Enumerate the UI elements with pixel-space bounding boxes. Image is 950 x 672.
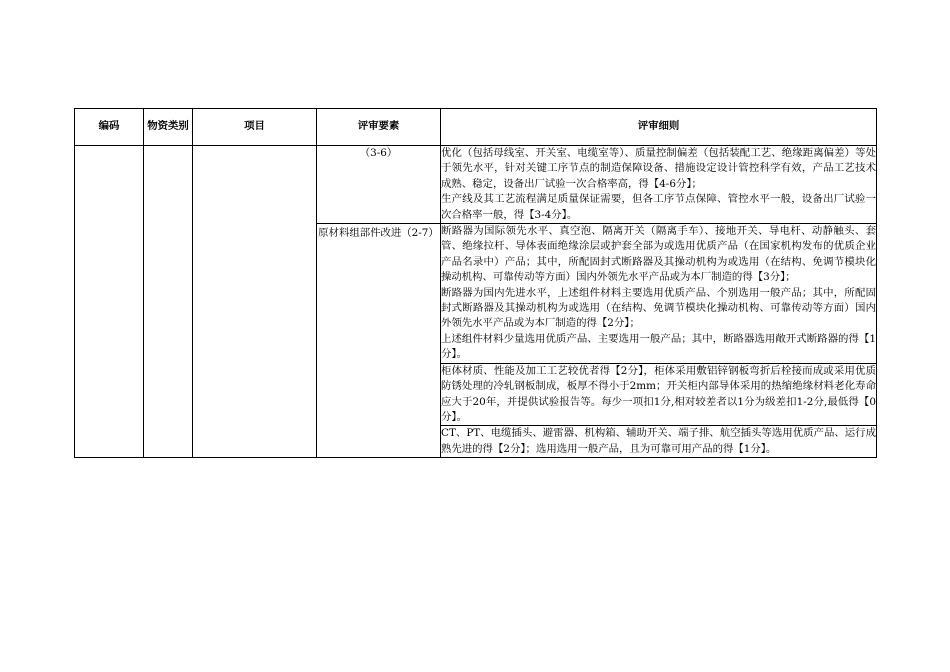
detail-paragraph: 上述组件材料少量选用优质产品、主要选用一般产品；其中，断路器选用敞开式断路器的得【1分】。: [441, 332, 876, 361]
detail-paragraph: 优化（包括母线室、开关室、电缆室等）、质量控制偏差（包括装配工艺、绝缘距离偏差）等处于领先水平，针对关键工序节点的制造保障设备、措施设定设计管控科学有效，产品工艺技术成熟、稳定，设备出厂试验一次合格率高，得【4-6分】；: [441, 147, 876, 190]
detail-paragraph: 柜体材质、性能及加工工艺较优者得【2分】，柜体采用敷铝锌钢板弯折后栓接而成或采用优质防锈处理的冷轧钢板制成，板厚不得小于2mm；开关柜内部导体采用的热缩绝缘材料老化寿命应大于20年，并提供试验报告等。每少一项扣1分,相对较差者以1分为级差扣1-2分,最低得【0分】。: [441, 364, 876, 423]
detail-cell: [441, 426, 877, 458]
detail-cell: [441, 363, 877, 426]
header-item: 项目: [193, 109, 317, 146]
header-detail: 评审细则: [441, 109, 877, 146]
detail-paragraph: 生产线及其工艺流程满足质量保证需要，但各工序节点保障、管控水平一般，设备出厂试验一次合格率一般，得【3-4分】。: [441, 193, 876, 221]
detail-cell: [441, 224, 877, 364]
code-cell: [75, 146, 144, 458]
requirement-cell: 原材料组部件改进（2-7）: [317, 224, 441, 458]
header-requirement: 评审要素: [317, 109, 441, 146]
evaluation-table: [74, 108, 877, 458]
detail-paragraph: 断路器为国内先进水平，上述组件材料主要选用优质产品、个别选用一般产品；其中，所配固封式断路器及其操动机构为或选用（在结构、免调节模块化操动机构、可靠传动等方面）国内外领先水平产品或为本厂制造的得【2分】；: [441, 286, 876, 330]
table-row: [75, 146, 877, 224]
table-header-row: [75, 109, 877, 146]
header-category: 物资类别: [144, 109, 193, 146]
detail-cell: [441, 146, 877, 224]
detail-paragraph: 断路器为国际领先水平、真空泡、隔离开关（隔离手车）、接地开关、导电杆、动静触头、套管、绝缘拉杆、导体表面绝缘涂层或护套全部为或选用优质产品（在国家机构发布的优质企业产品名录中）产品；其中，所配固封式断路器及其操动机构为或选用（在结构、免调节模块化操动机构、可靠传动等方面）国内外领先水平产品或为本厂制造的得【3分】；: [441, 225, 876, 284]
header-code: 编码: [75, 109, 144, 146]
category-cell: [144, 146, 193, 458]
detail-paragraph: CT、PT、电缆插头、避雷器、机构箱、辅助开关、端子排、航空插头等选用优质产品、运行成熟先进的得【2分】；选用选用一般产品，且为可靠可用产品的得【1分】。: [441, 427, 876, 455]
requirement-cell: （3-6）: [317, 146, 441, 224]
item-cell: [193, 146, 317, 458]
